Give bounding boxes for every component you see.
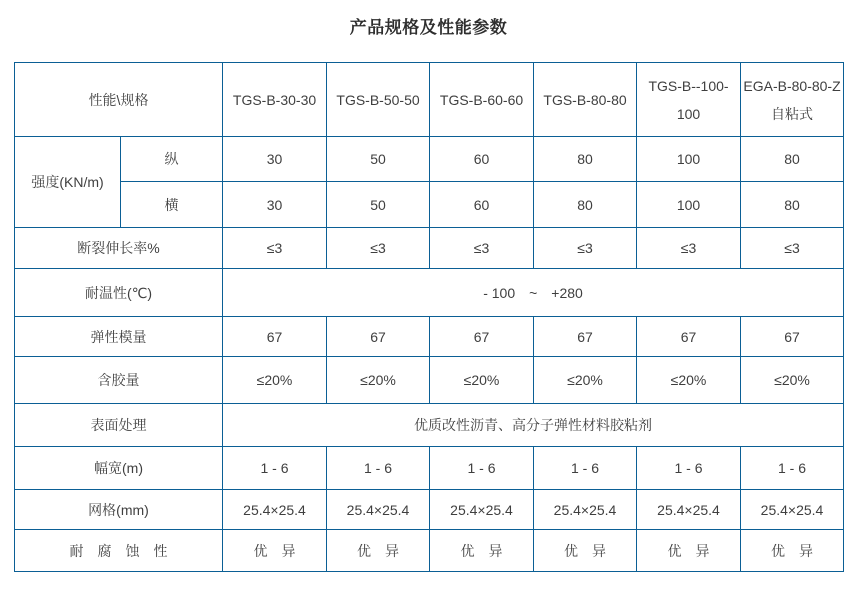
cell-value: 1 - 6 <box>223 447 327 490</box>
cell-value: 67 <box>430 317 534 357</box>
header-line-1: TGS-B--100- <box>648 77 729 94</box>
cell-value: 80 <box>534 182 637 228</box>
mesh-row <box>15 490 844 530</box>
cell-value: ≤3 <box>223 228 327 269</box>
header-cell-tgs-30 <box>223 63 327 137</box>
cell-value: ≤3 <box>637 228 741 269</box>
modulus-row <box>15 317 844 357</box>
cell-value: 25.4×25.4 <box>637 490 741 530</box>
cell-value: 30 <box>223 182 327 228</box>
cell-value: 优 异 <box>637 530 741 572</box>
row-label-surface: 表面处理 <box>15 404 223 447</box>
elongation-row <box>15 228 844 269</box>
row-label-temperature: 耐温性(℃) <box>15 269 223 317</box>
cell-value: 67 <box>327 317 430 357</box>
row-label-width: 幅宽(m) <box>15 447 223 490</box>
row-label-strength: 强度(KN/m) <box>15 137 121 228</box>
header-line-2: 100 <box>676 105 701 122</box>
cell-value-merged: 优质改性沥青、高分子弹性材料胶粘剂 <box>223 404 844 447</box>
cell-value: ≤20% <box>327 357 430 404</box>
row-label-longitudinal: 纵 <box>121 137 223 182</box>
row-label-modulus: 弹性模量 <box>15 317 223 357</box>
header-cell-ega-80 <box>741 63 844 137</box>
cell-value: 25.4×25.4 <box>223 490 327 530</box>
header-row <box>15 63 844 137</box>
page-title: 产品规格及性能参数 <box>349 18 508 37</box>
header-line-1: TGS-B-30-30 <box>232 91 317 108</box>
temperature-row <box>15 269 844 317</box>
cell-value: ≤20% <box>741 357 844 404</box>
row-label-elongation: 断裂伸长率% <box>15 228 223 269</box>
cell-value-merged: - 100 ~ +280 <box>223 269 844 317</box>
spec-table <box>14 62 844 572</box>
cell-value: 67 <box>223 317 327 357</box>
cell-value: 25.4×25.4 <box>741 490 844 530</box>
cell-value: 67 <box>637 317 741 357</box>
cell-value: 80 <box>534 137 637 182</box>
header-cell-tgs-80 <box>534 63 637 137</box>
cell-value: 25.4×25.4 <box>534 490 637 530</box>
cell-value: 25.4×25.4 <box>430 490 534 530</box>
cell-value: ≤3 <box>534 228 637 269</box>
strength-transverse-row <box>15 182 844 228</box>
cell-value: 100 <box>637 137 741 182</box>
cell-value: ≤3 <box>430 228 534 269</box>
cell-value: 60 <box>430 137 534 182</box>
header-cell-tgs-50 <box>327 63 430 137</box>
header-line-2: 自粘式 <box>771 105 814 122</box>
cell-value: 30 <box>223 137 327 182</box>
cell-value: 优 异 <box>534 530 637 572</box>
cell-value: 50 <box>327 182 430 228</box>
header-line-1: TGS-B-60-60 <box>439 91 524 108</box>
glue-content-row <box>15 357 844 404</box>
cell-value: ≤20% <box>637 357 741 404</box>
cell-value: ≤20% <box>534 357 637 404</box>
cell-value: 67 <box>741 317 844 357</box>
cell-value: 60 <box>430 182 534 228</box>
cell-value: 80 <box>741 137 844 182</box>
cell-value: 1 - 6 <box>327 447 430 490</box>
header-cell-tgs-100 <box>637 63 741 137</box>
cell-value: ≤20% <box>223 357 327 404</box>
cell-value: 1 - 6 <box>430 447 534 490</box>
cell-value: 优 异 <box>223 530 327 572</box>
row-label-corrosion: 耐 腐 蚀 性 <box>15 530 223 572</box>
cell-value: ≤3 <box>741 228 844 269</box>
row-label-mesh: 网格(mm) <box>15 490 223 530</box>
cell-value: 100 <box>637 182 741 228</box>
cell-value: 80 <box>741 182 844 228</box>
cell-value: 25.4×25.4 <box>327 490 430 530</box>
header-corner-cell: 性能\规格 <box>15 63 223 137</box>
cell-value: 优 异 <box>430 530 534 572</box>
cell-value: 优 异 <box>327 530 430 572</box>
row-label-transverse: 横 <box>121 182 223 228</box>
cell-value: ≤20% <box>430 357 534 404</box>
cell-value: 50 <box>327 137 430 182</box>
header-line-1: TGS-B-50-50 <box>336 91 420 108</box>
cell-value: 优 异 <box>741 530 844 572</box>
row-label-glue: 含胶量 <box>15 357 223 404</box>
header-cell-tgs-60 <box>430 63 534 137</box>
cell-value: 1 - 6 <box>741 447 844 490</box>
header-line-1: TGS-B-80-80 <box>543 91 627 108</box>
surface-treatment-row <box>15 404 844 447</box>
cell-value: 1 - 6 <box>637 447 741 490</box>
strength-longitudinal-row <box>15 137 844 182</box>
cell-value: 67 <box>534 317 637 357</box>
header-line-1: EGA-B-80-80-Z <box>743 77 841 94</box>
corrosion-row <box>15 530 844 572</box>
cell-value: 1 - 6 <box>534 447 637 490</box>
cell-value: ≤3 <box>327 228 430 269</box>
width-row <box>15 447 844 490</box>
